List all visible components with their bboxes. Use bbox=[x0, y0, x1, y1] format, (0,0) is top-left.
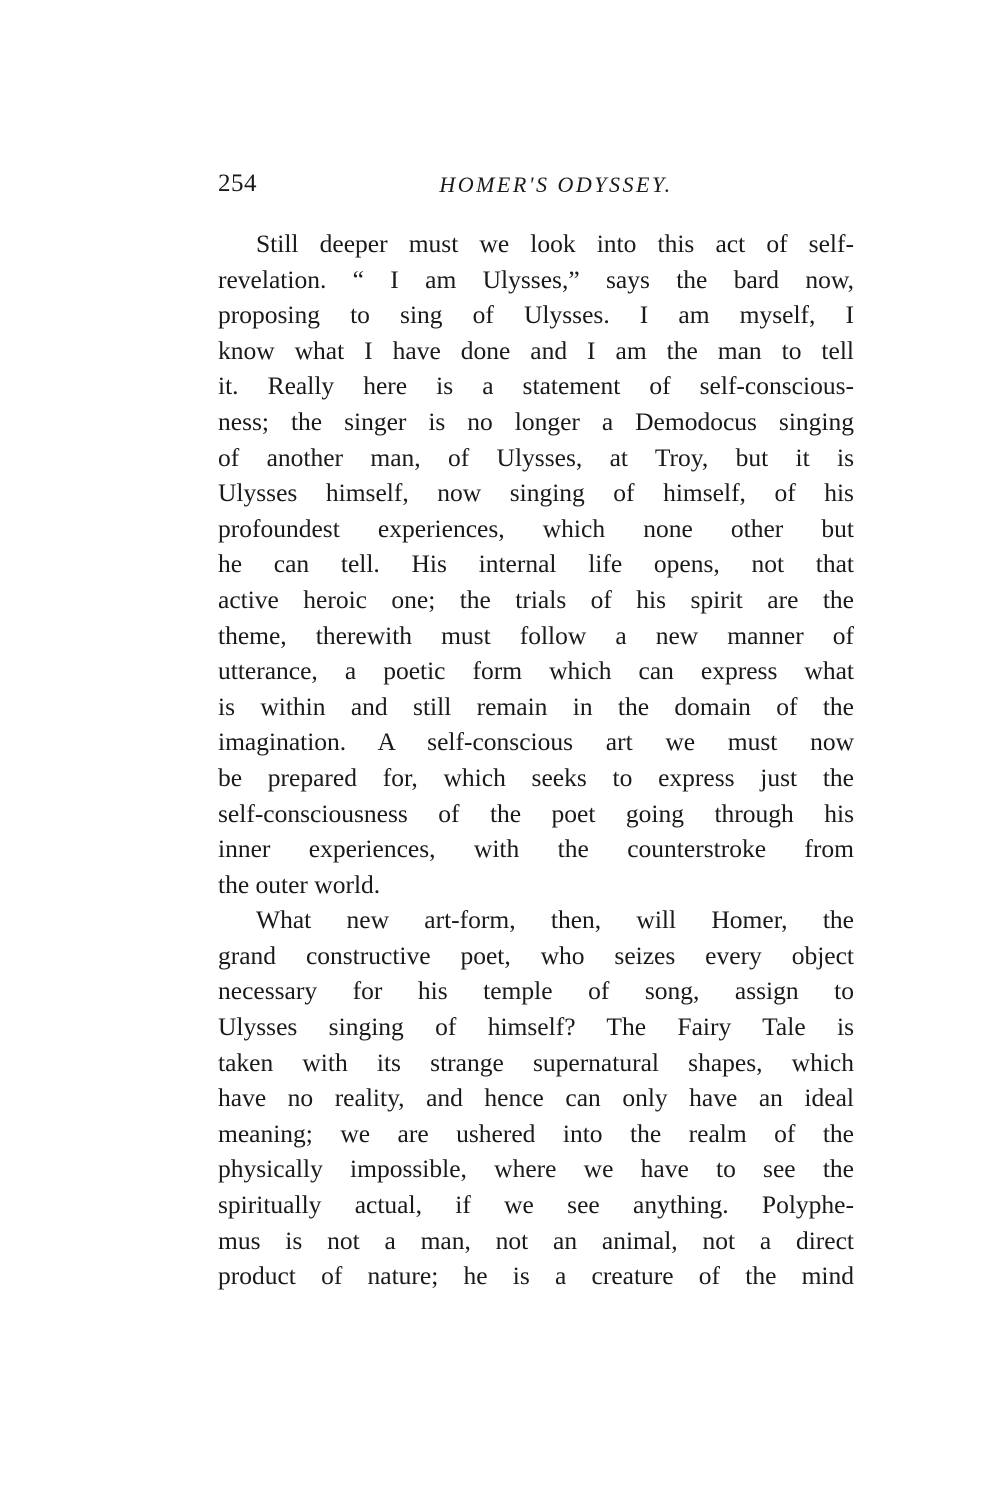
text-line: theme, therewith must follow a new manner of bbox=[218, 620, 854, 650]
text-line: Still deeper must we look into this act of self- bbox=[256, 229, 854, 258]
text-line: have no reality, and hence can only have an ideal bbox=[218, 1083, 854, 1113]
text-line: revelation. “ I am Ulysses,” says the bard now, bbox=[218, 264, 854, 294]
text-line: know what I have done and I am the man to tell bbox=[218, 335, 854, 365]
text-line: is within and still remain in the domain of the bbox=[218, 691, 854, 721]
page-header bbox=[218, 170, 854, 204]
paragraph-2 bbox=[218, 902, 854, 1294]
text-line: it. Really here is a statement of self-conscious- bbox=[218, 371, 854, 401]
text-line: the outer world. bbox=[218, 869, 381, 899]
text-line: mus is not a man, not an animal, not a direct bbox=[218, 1225, 854, 1255]
text-line: physically impossible, where we have to see the bbox=[218, 1154, 854, 1184]
body-text bbox=[218, 226, 854, 1294]
running-title: HOMER'S ODYSSEY. bbox=[439, 172, 673, 197]
text-line: active heroic one; the trials of his spirit are the bbox=[218, 584, 854, 614]
text-line: be prepared for, which seeks to express just the bbox=[218, 762, 854, 792]
text-line: product of nature; he is a creature of the mind bbox=[218, 1261, 854, 1291]
text-line: profoundest experiences, which none other but bbox=[218, 513, 854, 543]
text-line: imagination. A self-conscious art we must now bbox=[218, 727, 854, 757]
text-line: of another man, of Ulysses, at Troy, but it is bbox=[218, 442, 854, 472]
text-line: meaning; we are ushered into the realm of the bbox=[218, 1118, 854, 1148]
text-line: utterance, a poetic form which can express what bbox=[218, 656, 854, 686]
paragraph-1 bbox=[218, 226, 854, 902]
text-line: Ulysses singing of himself? The Fairy Tale is bbox=[218, 1012, 854, 1042]
text-line: Ulysses himself, now singing of himself, of his bbox=[218, 478, 854, 508]
text-line: What new art-form, then, will Homer, the bbox=[256, 905, 854, 935]
text-line: inner experiences, with the counterstroke from bbox=[218, 834, 854, 864]
text-line: ness; the singer is no longer a Demodocus singing bbox=[218, 406, 854, 436]
text-line: grand constructive poet, who seizes every object bbox=[218, 940, 854, 970]
page-number: 254 bbox=[218, 170, 257, 197]
text-line: self-consciousness of the poet going through his bbox=[218, 798, 854, 828]
text-line: spiritually actual, if we see anything. Polyphe- bbox=[218, 1190, 854, 1220]
text-line: taken with its strange supernatural shapes, which bbox=[218, 1047, 854, 1077]
text-line: necessary for his temple of song, assign to bbox=[218, 976, 854, 1006]
text-line: proposing to sing of Ulysses. I am myself, I bbox=[218, 300, 854, 330]
text-line: he can tell. His internal life opens, not that bbox=[218, 549, 854, 579]
